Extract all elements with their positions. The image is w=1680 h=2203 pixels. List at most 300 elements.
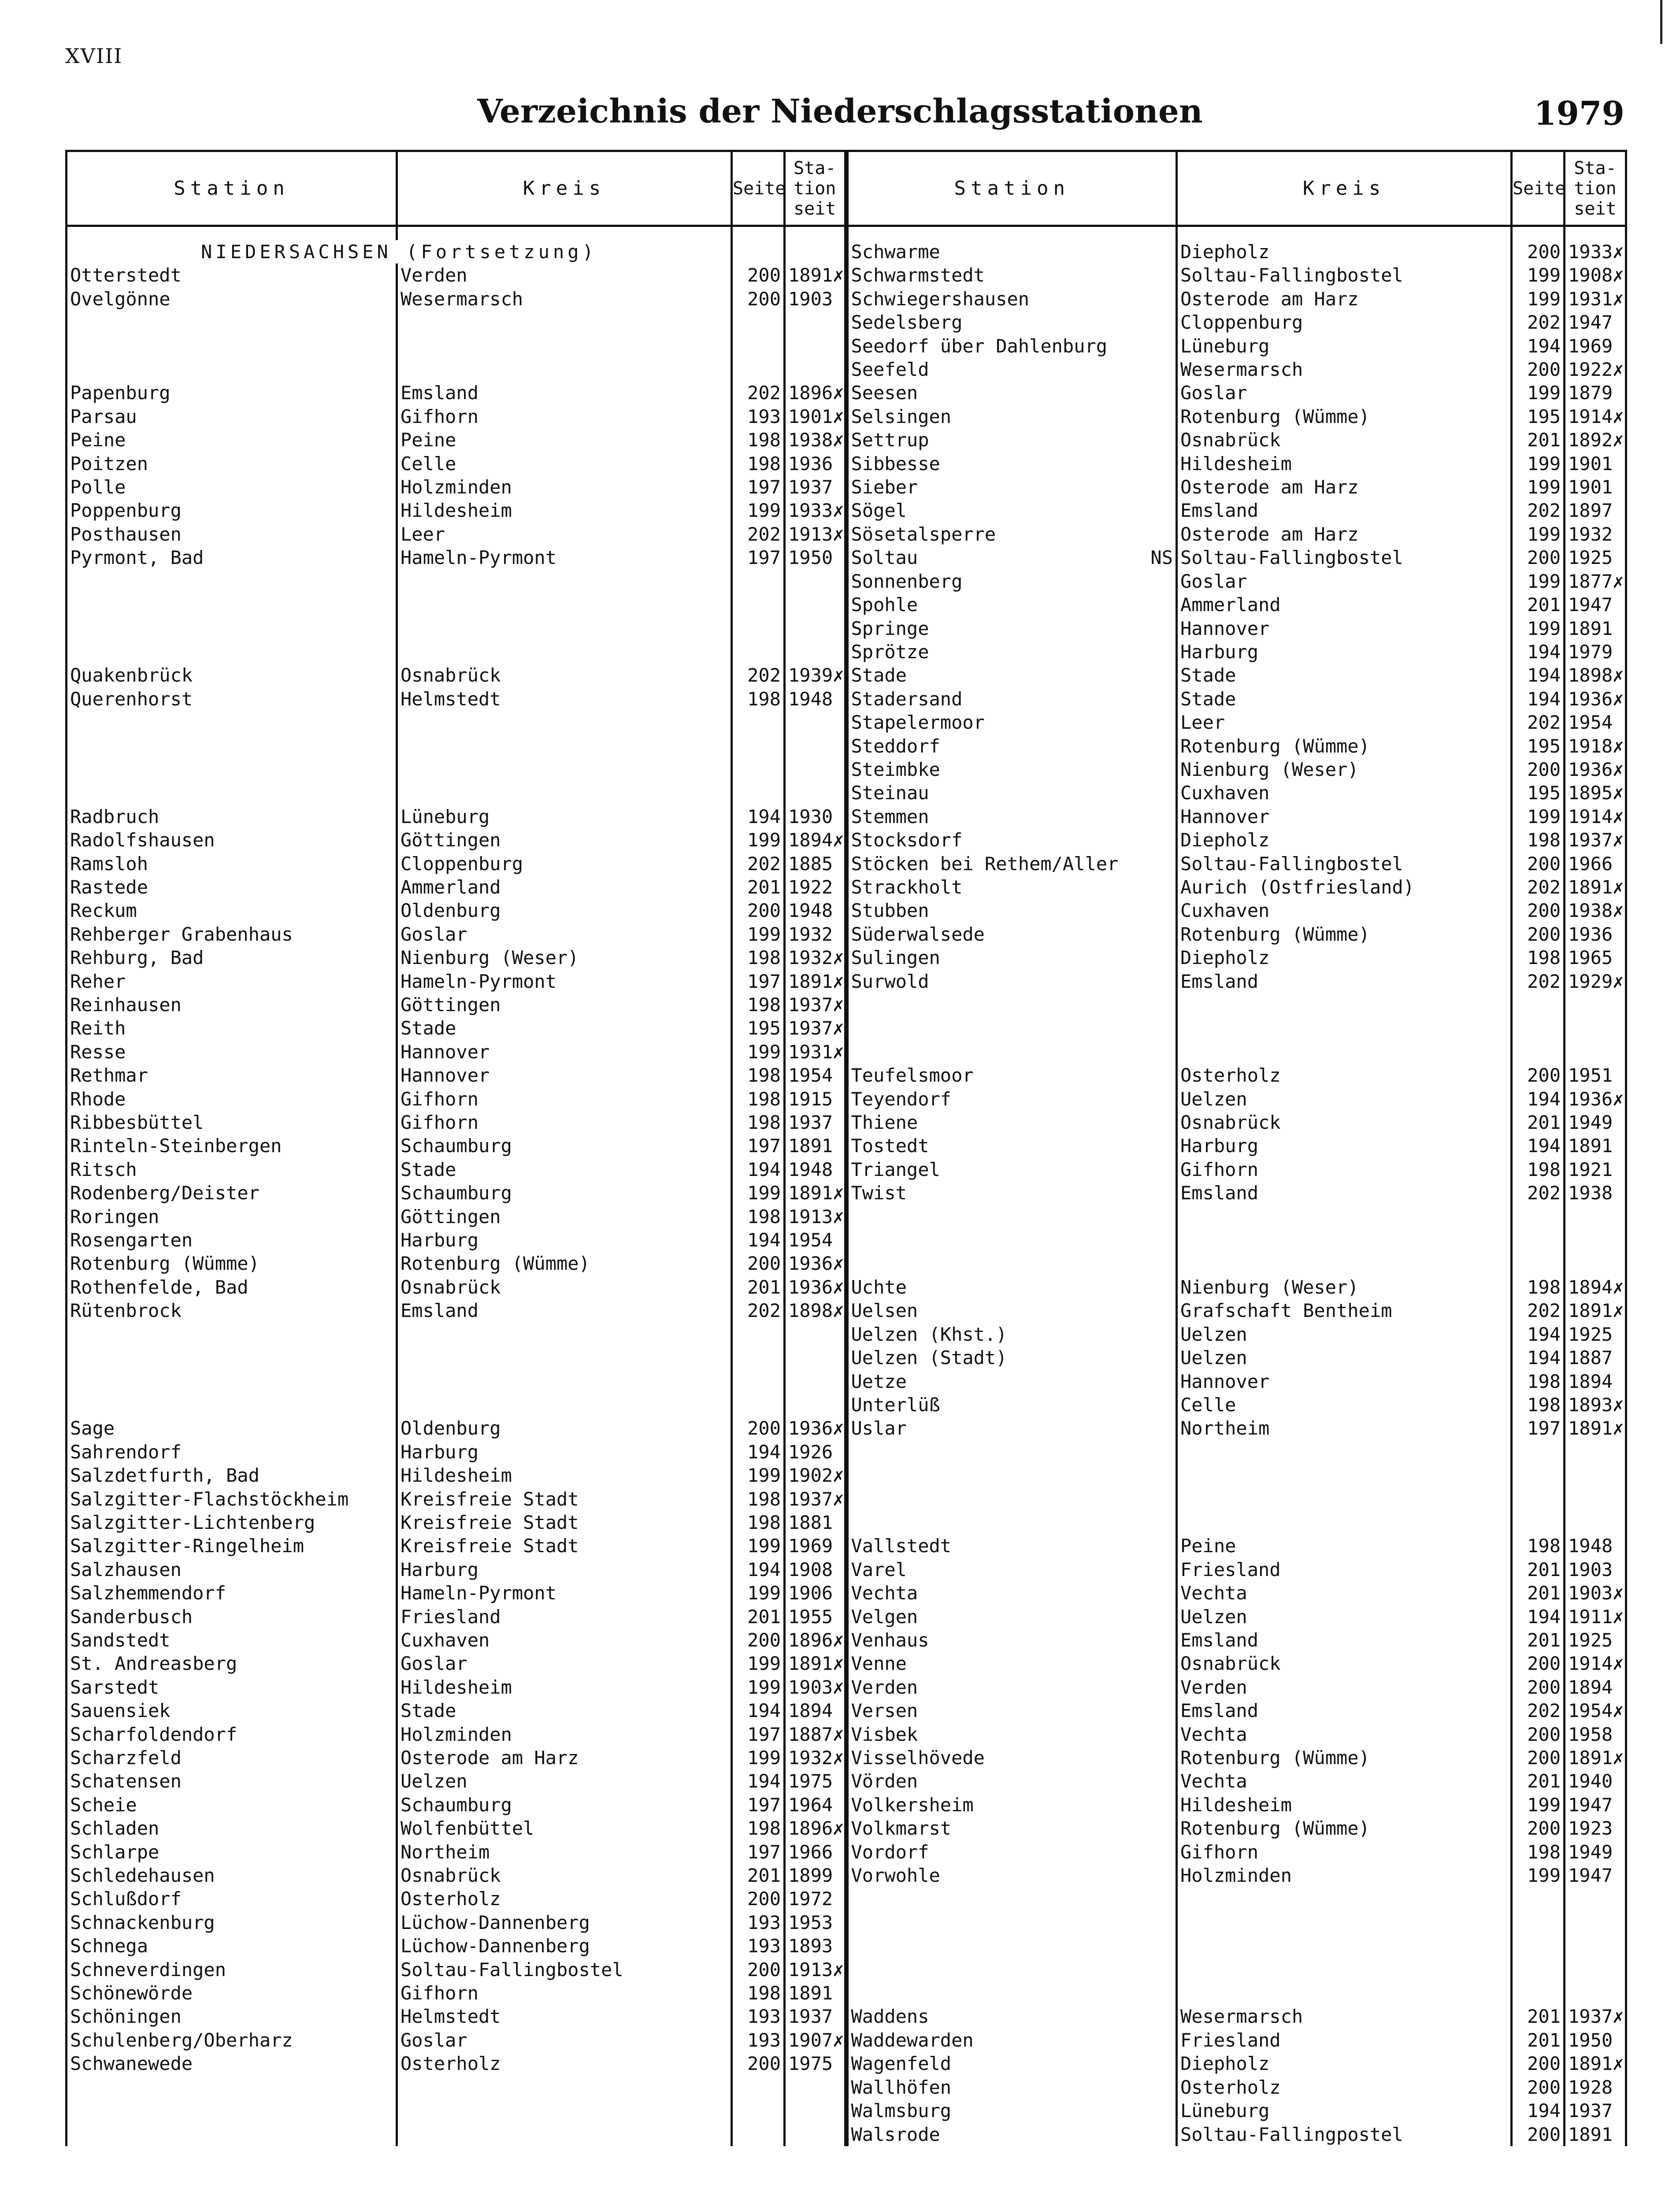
table-row	[67, 311, 1626, 334]
seite-value: 200	[1512, 852, 1565, 875]
station-name: Venhaus	[846, 1628, 1177, 1652]
station-name: Schnega	[67, 1934, 397, 1958]
since-year: 1918✗	[1565, 734, 1626, 758]
since-year: 1953	[785, 1911, 846, 1934]
table-row	[67, 1464, 1626, 1487]
kreis-name: Goslar	[397, 1652, 732, 1675]
table-row	[67, 1652, 1626, 1675]
table-row	[67, 993, 1626, 1016]
seite-value: 201	[732, 875, 785, 899]
since-year	[785, 2123, 846, 2146]
kreis-name: Wesermarsch	[397, 287, 732, 311]
since-year: 1951	[1565, 1064, 1626, 1087]
since-year	[785, 640, 846, 664]
station-name: Scharfoldendorf	[67, 1723, 397, 1746]
since-year: 1936	[1565, 923, 1626, 946]
station-name: Steddorf	[846, 734, 1177, 758]
station-name	[846, 1958, 1177, 1981]
since-year: 1966	[1565, 852, 1626, 875]
kreis-name: Osterode am Harz	[1177, 287, 1512, 311]
seite-value: 198	[732, 993, 785, 1016]
station-name: Otterstedt	[67, 263, 397, 287]
since-year: 1902✗	[785, 1464, 846, 1487]
kreis-name: Helmstedt	[397, 2005, 732, 2028]
table-row	[67, 570, 1626, 593]
since-year	[785, 1346, 846, 1369]
table-row	[67, 1087, 1626, 1111]
seite-value: 202	[732, 664, 785, 687]
since-year: 1936✗	[1565, 1087, 1626, 1111]
table-row	[67, 1016, 1626, 1040]
station-name	[846, 1934, 1177, 1958]
station-name: Rethmar	[67, 1064, 397, 1087]
header-station-right: Station	[846, 151, 1177, 226]
station-name: Walmsburg	[846, 2099, 1177, 2122]
header-seit-left: Sta- tion seit	[785, 151, 846, 226]
since-year	[785, 1370, 846, 1393]
table-row	[67, 2076, 1626, 2099]
kreis-name: Nienburg (Weser)	[397, 946, 732, 969]
kreis-name: Northeim	[1177, 1417, 1512, 1440]
seite-value: 199	[1512, 452, 1565, 475]
table-row	[67, 1205, 1626, 1228]
seite-value	[732, 311, 785, 334]
seite-value: 200	[732, 1252, 785, 1275]
since-year: 1891✗	[1565, 875, 1626, 899]
seite-value	[1512, 1887, 1565, 1910]
kreis-name: Wesermarsch	[1177, 2005, 1512, 2028]
cell	[1177, 226, 1512, 241]
seite-value	[732, 734, 785, 758]
seite-value	[732, 1346, 785, 1369]
kreis-name	[1177, 1934, 1512, 1958]
seite-value: 201	[732, 1864, 785, 1887]
table-row	[67, 1558, 1626, 1581]
seite-value	[732, 334, 785, 358]
kreis-name: Osnabrück	[1177, 428, 1512, 452]
table-row	[67, 1605, 1626, 1628]
since-year	[785, 358, 846, 381]
header-seite-right: Seite	[1512, 151, 1565, 226]
table-row	[67, 1111, 1626, 1134]
kreis-name: Gifhorn	[397, 405, 732, 428]
station-name: Reher	[67, 970, 397, 993]
kreis-name	[397, 1323, 732, 1346]
station-name: Vallstedt	[846, 1534, 1177, 1558]
station-name	[846, 1205, 1177, 1228]
seite-value	[732, 1323, 785, 1346]
kreis-name: Hannover	[1177, 1370, 1512, 1393]
seite-value: 199	[732, 1181, 785, 1205]
table-row	[67, 1793, 1626, 1817]
seite-value: 202	[1512, 875, 1565, 899]
since-year: 1881	[785, 1511, 846, 1534]
since-year: 1891✗	[785, 1652, 846, 1675]
since-year: 1911✗	[1565, 1605, 1626, 1628]
since-year	[785, 334, 846, 358]
seite-value: 198	[732, 428, 785, 452]
since-year: 1921	[1565, 1158, 1626, 1181]
station-name: Seedorf über Dahlenburg	[846, 334, 1177, 358]
seite-value: 202	[732, 523, 785, 546]
table-row	[67, 1769, 1626, 1793]
kreis-name: Stade	[397, 1699, 732, 1722]
station-name: Uetze	[846, 1370, 1177, 1393]
kreis-name	[1177, 1252, 1512, 1275]
station-name: Sanderbusch	[67, 1605, 397, 1628]
kreis-name: Osnabrück	[397, 664, 732, 687]
seite-value: 201	[732, 1276, 785, 1299]
seite-value: 194	[1512, 2099, 1565, 2122]
kreis-name: Osterode am Harz	[397, 1746, 732, 1769]
station-name: Uelzen (Khst.)	[846, 1323, 1177, 1346]
since-year: 1914✗	[1565, 805, 1626, 828]
kreis-name: Uelzen	[1177, 1323, 1512, 1346]
station-name: Parsau	[67, 405, 397, 428]
table-row	[67, 2029, 1626, 2052]
station-name: Schöningen	[67, 2005, 397, 2028]
since-year: 1897	[1565, 499, 1626, 522]
seite-value: 201	[1512, 1769, 1565, 1793]
station-name: Schneverdingen	[67, 1958, 397, 1981]
seite-value: 202	[1512, 711, 1565, 734]
kreis-name: Osnabrück	[1177, 1652, 1512, 1675]
since-year: 1885	[785, 852, 846, 875]
seite-value: 201	[732, 1605, 785, 1628]
seite-value: 200	[1512, 546, 1565, 569]
since-year: 1925	[1565, 1323, 1626, 1346]
since-year: 1950	[1565, 2029, 1626, 2052]
station-name: Triangel	[846, 1158, 1177, 1181]
seite-value: 197	[732, 1723, 785, 1746]
station-name: Verden	[846, 1676, 1177, 1699]
since-year: 1947	[1565, 311, 1626, 334]
station-name: Rodenberg/Deister	[67, 1181, 397, 1205]
since-year	[1565, 1228, 1626, 1252]
table-row	[67, 1323, 1626, 1346]
since-year: 1928	[1565, 2076, 1626, 2099]
since-year: 1898✗	[785, 1299, 846, 1322]
seite-value: 200	[1512, 1652, 1565, 1675]
seite-value: 193	[732, 405, 785, 428]
seite-value: 201	[1512, 2005, 1565, 2028]
kreis-name: Rotenburg (Wümme)	[1177, 923, 1512, 946]
kreis-name: Nienburg (Weser)	[1177, 1276, 1512, 1299]
kreis-name: Vechta	[1177, 1769, 1512, 1793]
station-name: Settrup	[846, 428, 1177, 452]
station-name: Rastede	[67, 875, 397, 899]
station-name: Schulenberg/Oberharz	[67, 2029, 397, 2052]
table-row	[67, 1370, 1626, 1393]
kreis-name	[1177, 1228, 1512, 1252]
seite-value: 199	[732, 1040, 785, 1064]
since-year: 1965	[1565, 946, 1626, 969]
table-row	[67, 499, 1626, 522]
since-year: 1925	[1565, 1628, 1626, 1652]
table-row	[67, 1487, 1626, 1511]
header-seite-left: Seite	[732, 151, 785, 226]
table-row	[67, 687, 1626, 711]
table-row	[67, 1887, 1626, 1910]
since-year: 1958	[1565, 1723, 1626, 1746]
station-name	[67, 711, 397, 734]
station-name: Seefeld	[846, 358, 1177, 381]
kreis-name: Soltau-Fallingbostel	[1177, 263, 1512, 287]
table-row	[67, 1676, 1626, 1699]
station-name: Schledehausen	[67, 1864, 397, 1887]
seite-value: 194	[1512, 664, 1565, 687]
page-number: XVIII	[65, 44, 123, 68]
table-row	[67, 1864, 1626, 1887]
seite-value: 200	[732, 1887, 785, 1910]
station-name: Surwold	[846, 970, 1177, 993]
seite-value: 199	[1512, 617, 1565, 640]
kreis-name: Diepholz	[1177, 240, 1512, 263]
kreis-name: Soltau-Fallingpostel	[1177, 2123, 1512, 2146]
stations-table	[65, 150, 1627, 2146]
table-row	[67, 640, 1626, 664]
since-year: 1903	[785, 287, 846, 311]
station-name: Rehburg, Bad	[67, 946, 397, 969]
since-year	[785, 617, 846, 640]
seite-value: 194	[1512, 1087, 1565, 1111]
since-year: 1936✗	[785, 1252, 846, 1275]
header-row	[67, 151, 1626, 226]
station-name: Sage	[67, 1417, 397, 1440]
seite-value	[732, 593, 785, 616]
station-name: Radolfshausen	[67, 828, 397, 852]
kreis-name: Rotenburg (Wümme)	[397, 1252, 732, 1275]
station-name: Twist	[846, 1181, 1177, 1205]
seite-value: 200	[732, 1417, 785, 1440]
seite-value: 200	[732, 287, 785, 311]
kreis-name: Hildesheim	[1177, 452, 1512, 475]
since-year: 1979	[1565, 640, 1626, 664]
seite-value	[732, 2099, 785, 2122]
kreis-name: Kreisfreie Stadt	[397, 1534, 732, 1558]
station-name: Visbek	[846, 1723, 1177, 1746]
table-row	[67, 1511, 1626, 1534]
station-name: Sandstedt	[67, 1628, 397, 1652]
station-name: Springe	[846, 617, 1177, 640]
kreis-name: Oldenburg	[397, 899, 732, 922]
since-year: 1955	[785, 1605, 846, 1628]
kreis-name: Schaumburg	[397, 1134, 732, 1157]
since-year: 1938✗	[785, 428, 846, 452]
kreis-name: Hameln-Pyrmont	[397, 546, 732, 569]
kreis-name: Stade	[1177, 664, 1512, 687]
seite-value: 197	[1512, 1417, 1565, 1440]
kreis-name: Holzminden	[1177, 1864, 1512, 1887]
since-year	[1565, 1252, 1626, 1275]
kreis-name: Uelzen	[1177, 1605, 1512, 1628]
seite-value	[1512, 1040, 1565, 1064]
station-name: Velgen	[846, 1605, 1177, 1628]
table-row	[67, 1417, 1626, 1440]
kreis-name: Hildesheim	[397, 1676, 732, 1699]
kreis-name: Kreisfreie Stadt	[397, 1487, 732, 1511]
station-name: Sprötze	[846, 640, 1177, 664]
station-name: Stocksdorf	[846, 828, 1177, 852]
kreis-name: Hameln-Pyrmont	[397, 1581, 732, 1605]
kreis-name: Hildesheim	[1177, 1793, 1512, 1817]
cell	[67, 226, 397, 241]
table-row	[67, 1158, 1626, 1181]
since-year: 1893✗	[1565, 1393, 1626, 1417]
station-name: Varel	[846, 1558, 1177, 1581]
kreis-name	[1177, 1887, 1512, 1910]
seite-value: 194	[1512, 1323, 1565, 1346]
seite-value: 199	[1512, 523, 1565, 546]
seite-value: 194	[732, 1228, 785, 1252]
cell	[1565, 226, 1626, 241]
kreis-name: Soltau-Fallingbostel	[1177, 852, 1512, 875]
kreis-name	[397, 2123, 732, 2146]
station-name: Uelsen	[846, 1299, 1177, 1322]
table-row	[67, 1181, 1626, 1205]
since-year: 1954✗	[1565, 1699, 1626, 1722]
station-name	[846, 1911, 1177, 1934]
station-name: Sonnenberg	[846, 570, 1177, 593]
since-year: 1895✗	[1565, 781, 1626, 805]
station-name: Ramsloh	[67, 852, 397, 875]
seite-value: 200	[732, 263, 785, 287]
seite-value: 198	[1512, 946, 1565, 969]
since-year: 1891	[785, 1134, 846, 1157]
station-name	[67, 617, 397, 640]
table-row	[67, 593, 1626, 616]
station-name	[846, 1511, 1177, 1534]
seite-value: 202	[1512, 970, 1565, 993]
seite-value: 199	[732, 1581, 785, 1605]
table-row	[67, 1346, 1626, 1369]
since-year: 1891✗	[785, 1181, 846, 1205]
seite-value: 198	[1512, 1840, 1565, 1864]
station-name: Versen	[846, 1699, 1177, 1722]
seite-value: 201	[1512, 1111, 1565, 1134]
kreis-name	[397, 734, 732, 758]
station-name: Radbruch	[67, 805, 397, 828]
kreis-name: Osterholz	[1177, 1064, 1512, 1087]
seite-value	[1512, 1981, 1565, 2005]
seite-value	[732, 758, 785, 781]
since-year	[785, 1323, 846, 1346]
seite-value	[1512, 1911, 1565, 1934]
station-name	[846, 1440, 1177, 1464]
since-year: 1915	[785, 1087, 846, 1111]
kreis-name: Cuxhaven	[397, 1628, 732, 1652]
since-year	[785, 311, 846, 334]
station-name: Poppenburg	[67, 499, 397, 522]
since-year	[785, 734, 846, 758]
table-row	[67, 711, 1626, 734]
seite-value: 199	[1512, 475, 1565, 499]
kreis-name: Cloppenburg	[1177, 311, 1512, 334]
station-name: Unterlüß	[846, 1393, 1177, 1417]
since-year	[785, 570, 846, 593]
since-year: 1954	[785, 1228, 846, 1252]
seite-value: 202	[732, 852, 785, 875]
station-name: Venne	[846, 1652, 1177, 1675]
seite-value: 198	[732, 1817, 785, 1840]
kreis-name	[397, 617, 732, 640]
since-year: 1948	[1565, 1534, 1626, 1558]
station-name: Schlarpe	[67, 1840, 397, 1864]
since-year: 1931✗	[785, 1040, 846, 1064]
cell	[785, 226, 846, 241]
station-name: Schwanewede	[67, 2052, 397, 2075]
since-year: 1907✗	[785, 2029, 846, 2052]
station-name: Sösetalsperre	[846, 523, 1177, 546]
station-name: Rütenbrock	[67, 1299, 397, 1322]
kreis-name: Harburg	[397, 1228, 732, 1252]
station-name	[67, 1346, 397, 1369]
since-year: 1926	[785, 1440, 846, 1464]
since-year: 1933✗	[785, 499, 846, 522]
table-row	[67, 1393, 1626, 1417]
station-name: Scharzfeld	[67, 1746, 397, 1769]
station-name	[846, 1016, 1177, 1040]
seite-value: 201	[1512, 593, 1565, 616]
table-row	[67, 1276, 1626, 1299]
since-year: 1966	[785, 1840, 846, 1864]
since-year: 1937	[1565, 2099, 1626, 2122]
station-name: Schwarme	[846, 240, 1177, 263]
since-year: 1937✗	[785, 993, 846, 1016]
station-name	[67, 311, 397, 334]
station-name: Polle	[67, 475, 397, 499]
since-year	[1565, 1887, 1626, 1910]
station-name: Waddens	[846, 2005, 1177, 2028]
kreis-name: Osterholz	[397, 2052, 732, 2075]
since-year	[1565, 1487, 1626, 1511]
kreis-name: Osterholz	[1177, 2076, 1512, 2099]
station-name	[67, 1393, 397, 1417]
table-row	[67, 1958, 1626, 1981]
since-year: 1925	[1565, 546, 1626, 569]
seite-value: 201	[1512, 1628, 1565, 1652]
table-row	[67, 1440, 1626, 1464]
station-name: Rinteln-Steinbergen	[67, 1134, 397, 1157]
seite-value: 194	[732, 1558, 785, 1581]
seite-value: 199	[732, 499, 785, 522]
since-year	[1565, 1016, 1626, 1040]
station-name: Uelzen (Stadt)	[846, 1346, 1177, 1369]
seite-value: 200	[1512, 1676, 1565, 1699]
seite-value	[732, 617, 785, 640]
station-name: Rehberger Grabenhaus	[67, 923, 397, 946]
kreis-name: Friesland	[1177, 1558, 1512, 1581]
station-name: Stemmen	[846, 805, 1177, 828]
station-name	[67, 1370, 397, 1393]
table-row	[67, 287, 1626, 311]
seite-value: 199	[732, 1746, 785, 1769]
station-name: Volkmarst	[846, 1817, 1177, 1840]
since-year: 1913✗	[785, 523, 846, 546]
since-year	[1565, 1464, 1626, 1487]
kreis-name: Emsland	[397, 1299, 732, 1322]
kreis-name	[397, 1346, 732, 1369]
table-row	[67, 899, 1626, 922]
since-year: 1891	[1565, 2123, 1626, 2146]
seite-value: 200	[732, 899, 785, 922]
since-year: 1954	[1565, 711, 1626, 734]
station-name	[846, 1464, 1177, 1487]
since-year: 1975	[785, 1769, 846, 1793]
seite-value: 194	[1512, 334, 1565, 358]
since-year	[1565, 1440, 1626, 1464]
station-name: Posthausen	[67, 523, 397, 546]
